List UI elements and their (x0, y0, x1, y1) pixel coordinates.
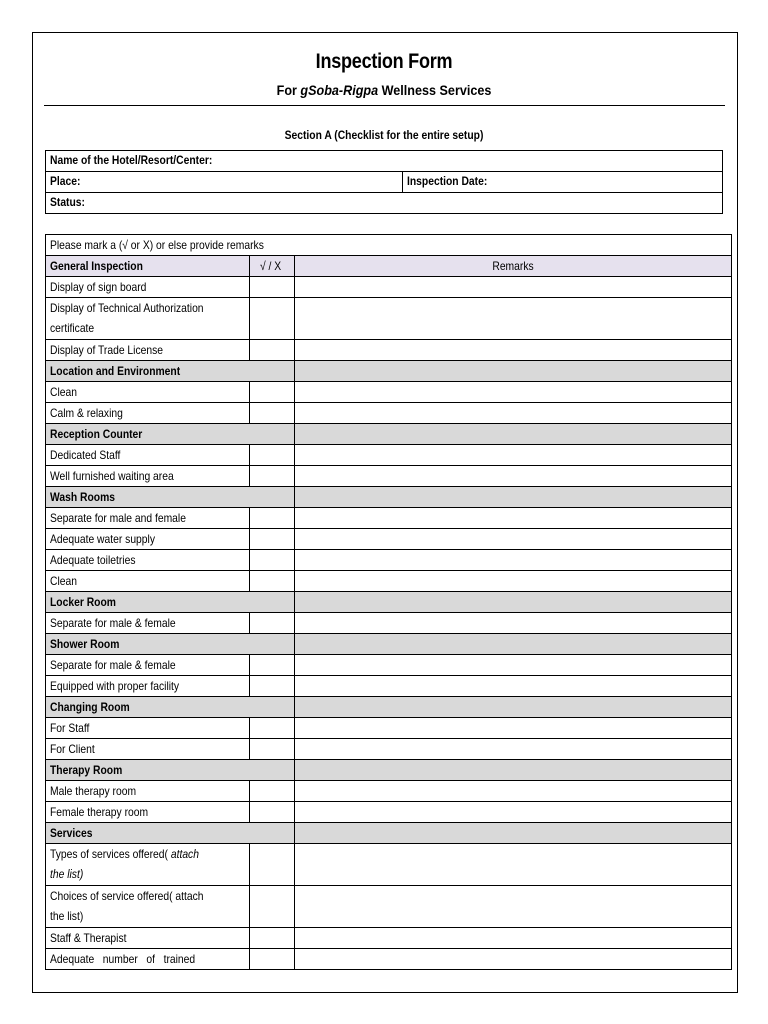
remarks-cell[interactable] (295, 949, 732, 970)
remarks-cell[interactable] (295, 886, 732, 928)
place-field[interactable] (46, 172, 403, 193)
section-title: Section A (Checklist for the entire setup) (284, 128, 484, 142)
remarks-cell[interactable] (295, 697, 732, 718)
item-label-cell (46, 949, 250, 970)
mark-cell[interactable] (250, 277, 295, 298)
remarks-cell[interactable] (295, 487, 732, 508)
item-label: Separate for male and female (50, 511, 186, 525)
item-label-cell (46, 676, 250, 697)
mark-cell[interactable] (250, 550, 295, 571)
instruction-row (46, 235, 732, 256)
form-subtitle (38, 82, 729, 98)
mark-cell[interactable] (250, 340, 295, 361)
item-label: Adequate water supply (50, 532, 156, 546)
remarks-cell[interactable] (295, 445, 732, 466)
category-label-cell (46, 592, 295, 613)
checklist-item-row (46, 466, 732, 487)
remarks-cell[interactable] (295, 823, 732, 844)
item-label-line1: Types of services offered( (50, 847, 168, 861)
item-label-line1-italic: attach (167, 847, 199, 861)
remarks-cell[interactable] (295, 655, 732, 676)
mark-cell[interactable] (250, 655, 295, 676)
item-label-cell (46, 613, 250, 634)
remarks-cell[interactable] (295, 277, 732, 298)
checklist-item-row (46, 403, 732, 424)
item-label-cell (46, 802, 250, 823)
category-row (46, 760, 732, 781)
info-row-place (46, 172, 723, 193)
checklist-item-row (46, 550, 732, 571)
checklist-item-row (46, 886, 732, 928)
category-label: Changing Room (50, 700, 130, 714)
mark-cell[interactable] (250, 928, 295, 949)
col-header-mark (250, 256, 295, 277)
checklist-item-row (46, 676, 732, 697)
category-label-cell (46, 760, 295, 781)
item-label-line1: Choices of service offered( attach (50, 889, 204, 903)
category-row (46, 823, 732, 844)
mark-cell[interactable] (250, 781, 295, 802)
item-label: Equipped with proper facility (50, 679, 180, 693)
checklist-item-row (46, 844, 732, 886)
item-label-cell (46, 844, 250, 886)
checklist-item-row (46, 739, 732, 760)
checklist-item-row (46, 781, 732, 802)
category-label: Locker Room (50, 595, 116, 609)
remarks-cell[interactable] (295, 718, 732, 739)
checklist-item-row (46, 508, 732, 529)
checklist-item-row (46, 298, 732, 340)
checklist-item-row (46, 340, 732, 361)
category-label: Location and Environment (50, 364, 181, 378)
checklist-item-row (46, 382, 732, 403)
item-label: Male therapy room (50, 784, 137, 798)
checklist-item-row (46, 949, 732, 970)
remarks-cell[interactable] (295, 340, 732, 361)
inspection-date-label: Inspection Date: (407, 174, 488, 188)
item-label: Clean (50, 574, 77, 588)
item-label-cell (46, 382, 250, 403)
checklist-item-row (46, 613, 732, 634)
mark-cell[interactable] (250, 739, 295, 760)
item-label: Clean (50, 385, 77, 399)
remarks-cell[interactable] (295, 382, 732, 403)
item-label-cell (46, 298, 250, 340)
remarks-cell[interactable] (295, 613, 732, 634)
mark-cell[interactable] (250, 508, 295, 529)
remarks-cell[interactable] (295, 424, 732, 445)
mark-cell[interactable] (250, 298, 295, 340)
mark-cell[interactable] (250, 403, 295, 424)
checklist-table (45, 234, 732, 970)
name-label: Name of the Hotel/Resort/Center: (50, 153, 213, 167)
col-header-item (46, 256, 250, 277)
mark-cell[interactable] (250, 466, 295, 487)
col-header-mark-label: √ / X (259, 259, 281, 273)
item-label-cell (46, 928, 250, 949)
item-label: Dedicated Staff (50, 448, 121, 462)
remarks-cell[interactable] (295, 466, 732, 487)
remarks-cell[interactable] (295, 298, 732, 340)
remarks-cell[interactable] (295, 802, 732, 823)
category-row (46, 592, 732, 613)
mark-cell[interactable] (250, 529, 295, 550)
col-header-item-label: General Inspection (50, 259, 143, 273)
remarks-cell[interactable] (295, 739, 732, 760)
status-field[interactable] (46, 193, 723, 214)
category-row (46, 697, 732, 718)
item-label-cell (46, 655, 250, 676)
form-title: Inspection Form (315, 50, 453, 73)
remarks-cell[interactable] (295, 844, 732, 886)
item-label-cell (46, 718, 250, 739)
remarks-cell[interactable] (295, 634, 732, 655)
item-label: Female therapy room (50, 805, 149, 819)
mark-cell[interactable] (250, 571, 295, 592)
remarks-cell[interactable] (295, 781, 732, 802)
info-row-status (46, 193, 723, 214)
item-label: Adequate number of trained (50, 952, 196, 966)
category-row (46, 487, 732, 508)
remarks-cell[interactable] (295, 550, 732, 571)
item-label: Adequate toiletries (50, 553, 136, 567)
item-label: Display of Trade License (50, 343, 164, 357)
item-label-cell (46, 781, 250, 802)
category-row (46, 634, 732, 655)
item-label-cell (46, 445, 250, 466)
mark-cell[interactable] (250, 676, 295, 697)
item-label: For Staff (50, 721, 90, 735)
category-row (46, 361, 732, 382)
checklist-item-row (46, 529, 732, 550)
subtitle-brand: gSoba-Rigpa (300, 82, 379, 98)
item-label-line2: certificate (50, 321, 95, 335)
category-label: Therapy Room (50, 763, 123, 777)
item-label: Display of sign board (50, 280, 147, 294)
checklist-item-row (46, 655, 732, 676)
remarks-cell[interactable] (295, 508, 732, 529)
remarks-cell[interactable] (295, 760, 732, 781)
item-label-cell (46, 550, 250, 571)
item-label-cell (46, 340, 250, 361)
mark-cell[interactable] (250, 613, 295, 634)
title-divider (44, 105, 725, 106)
item-label-cell (46, 508, 250, 529)
remarks-cell[interactable] (295, 529, 732, 550)
remarks-cell[interactable] (295, 403, 732, 424)
category-label: Reception Counter (50, 427, 143, 441)
item-label-cell (46, 277, 250, 298)
info-row-name (46, 151, 723, 172)
item-label: For Client (50, 742, 95, 756)
category-label-cell (46, 823, 295, 844)
item-label-line1: Display of Technical Authorization (50, 301, 204, 315)
category-label: Wash Rooms (50, 490, 115, 504)
status-label: Status: (50, 195, 85, 209)
category-label: Services (50, 826, 93, 840)
remarks-cell[interactable] (295, 571, 732, 592)
item-label-line2: the list) (50, 867, 84, 881)
item-label-cell (46, 886, 250, 928)
remarks-cell[interactable] (295, 361, 732, 382)
mark-cell[interactable] (250, 718, 295, 739)
checklist-item-row (46, 928, 732, 949)
checklist-item-row (46, 445, 732, 466)
mark-cell[interactable] (250, 949, 295, 970)
category-label-cell (46, 634, 295, 655)
item-label-cell (46, 571, 250, 592)
checklist-item-row (46, 277, 732, 298)
remarks-cell[interactable] (295, 676, 732, 697)
place-label: Place: (50, 174, 81, 188)
category-label-cell (46, 424, 295, 445)
checklist-item-row (46, 718, 732, 739)
mark-cell[interactable] (250, 382, 295, 403)
item-label: Staff & Therapist (50, 931, 127, 945)
inspection-date-field[interactable] (403, 172, 723, 193)
mark-cell[interactable] (250, 844, 295, 886)
mark-cell[interactable] (250, 445, 295, 466)
col-header-remarks (295, 256, 732, 277)
item-label-cell (46, 739, 250, 760)
item-label-cell (46, 529, 250, 550)
item-label-line2: the list) (50, 909, 84, 923)
mark-cell[interactable] (250, 886, 295, 928)
mark-cell[interactable] (250, 802, 295, 823)
subtitle-prefix: For (276, 82, 301, 98)
category-label: Shower Room (50, 637, 120, 651)
remarks-cell[interactable] (295, 928, 732, 949)
item-label: Separate for male & female (50, 658, 176, 672)
instruction-cell (46, 235, 732, 256)
item-label: Well furnished waiting area (50, 469, 174, 483)
subtitle-suffix: Wellness Services (378, 82, 492, 98)
checklist-item-row (46, 802, 732, 823)
col-header-remarks-label: Remarks (492, 259, 534, 273)
name-field[interactable] (46, 151, 723, 172)
item-label: Separate for male & female (50, 616, 176, 630)
instruction-text: Please mark a (√ or X) or else provide remarks (50, 238, 264, 252)
info-table (45, 150, 723, 214)
remarks-cell[interactable] (295, 592, 732, 613)
item-label-cell (46, 466, 250, 487)
header-row (46, 256, 732, 277)
category-label-cell (46, 487, 295, 508)
category-row (46, 424, 732, 445)
category-label-cell (46, 697, 295, 718)
item-label: Calm & relaxing (50, 406, 123, 420)
item-label-cell (46, 403, 250, 424)
category-label-cell (46, 361, 295, 382)
checklist-item-row (46, 571, 732, 592)
